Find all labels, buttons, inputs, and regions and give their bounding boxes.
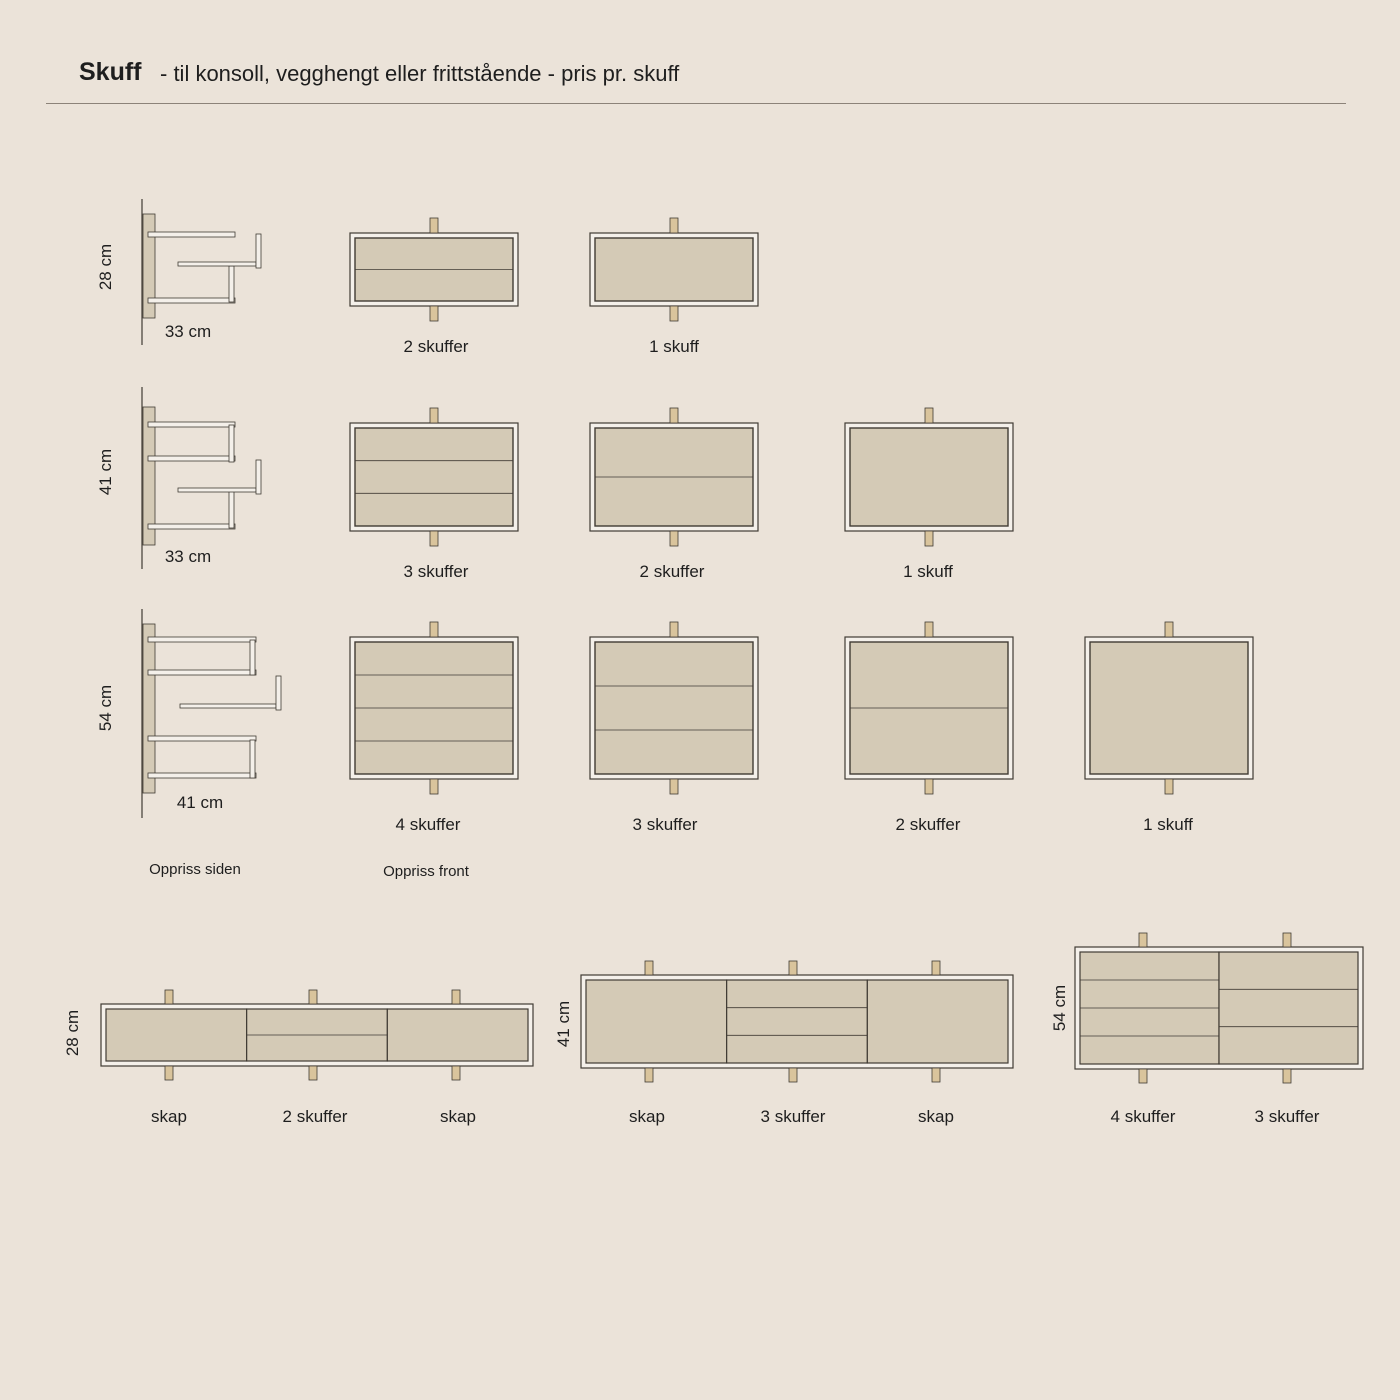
- pulled-drawer: [178, 262, 256, 266]
- combo-height-label: 28 cm: [63, 1009, 82, 1057]
- leg-peg: [789, 1068, 797, 1082]
- leg-peg: [1165, 622, 1173, 637]
- pulled-drawer-front: [256, 460, 261, 494]
- leg-peg: [925, 531, 933, 546]
- combo-module-label: skap: [151, 1107, 187, 1126]
- combo-module: [387, 1009, 528, 1061]
- leg-peg: [430, 408, 438, 423]
- combo-module-label: skap: [440, 1107, 476, 1126]
- drawer-front-bar: [250, 740, 255, 778]
- leg-peg: [925, 779, 933, 794]
- leg-peg: [1165, 779, 1173, 794]
- leg-peg: [670, 779, 678, 794]
- front-elevation-caption: Oppriss front: [383, 863, 469, 880]
- leg-peg: [452, 1066, 460, 1080]
- combo-height-label: 41 cm: [554, 1000, 573, 1048]
- row-height-label: 28 cm: [96, 243, 115, 291]
- pulled-drawer: [180, 704, 276, 708]
- drawer-front-bar: [229, 425, 234, 462]
- combo-height-label: 54 cm: [1050, 984, 1069, 1032]
- leg-peg: [309, 1066, 317, 1080]
- leg-peg: [932, 1068, 940, 1082]
- front-label: 2 skuffer: [895, 815, 961, 834]
- drawer-front-bar: [229, 266, 234, 302]
- front-label: 2 skuffer: [403, 337, 469, 356]
- leg-peg: [670, 306, 678, 321]
- pulled-drawer: [178, 488, 256, 492]
- combo-module-label: 4 skuffer: [1110, 1107, 1176, 1126]
- combo-module: [1219, 952, 1358, 1064]
- leg-peg: [1283, 1069, 1291, 1083]
- front-panel: [1090, 642, 1248, 774]
- leg-peg: [932, 961, 940, 975]
- front-label: 1 skuff: [903, 562, 953, 581]
- front-label: 1 skuff: [649, 337, 699, 356]
- combo-module-label: 3 skuffer: [760, 1107, 826, 1126]
- shelf-board: [148, 524, 235, 529]
- combo-module: [727, 980, 868, 1063]
- leg-peg: [309, 990, 317, 1004]
- leg-peg: [165, 990, 173, 1004]
- leg-peg: [789, 961, 797, 975]
- row-depth-label: 41 cm: [176, 793, 224, 812]
- combo-module: [867, 980, 1008, 1063]
- page-title: Skuff: [79, 58, 142, 86]
- combo-module: [106, 1009, 247, 1061]
- front-panel: [595, 642, 753, 774]
- leg-peg: [430, 218, 438, 233]
- combo-module: [586, 980, 727, 1063]
- leg-peg: [645, 1068, 653, 1082]
- leg-peg: [1139, 1069, 1147, 1083]
- leg-peg: [670, 408, 678, 423]
- combo-module-label: 3 skuffer: [1254, 1107, 1320, 1126]
- leg-peg: [430, 306, 438, 321]
- shelf-board: [148, 422, 235, 427]
- combo-module-label: skap: [629, 1107, 665, 1126]
- front-label: 3 skuffer: [403, 562, 469, 581]
- pulled-drawer-front: [256, 234, 261, 268]
- shelf-board: [148, 736, 256, 741]
- leg-peg: [925, 622, 933, 637]
- side-elevation-caption: Oppriss siden: [149, 861, 241, 878]
- leg-peg: [670, 622, 678, 637]
- shelf-board: [148, 298, 235, 303]
- front-panel: [595, 238, 753, 301]
- leg-peg: [925, 408, 933, 423]
- wall-post: [143, 624, 155, 793]
- pulled-drawer-front: [276, 676, 281, 710]
- leg-peg: [670, 531, 678, 546]
- leg-peg: [670, 218, 678, 233]
- shelf-board: [148, 670, 256, 675]
- leg-peg: [430, 531, 438, 546]
- row-height-label: 41 cm: [96, 448, 115, 496]
- front-panel: [850, 428, 1008, 526]
- front-label: 1 skuff: [1143, 815, 1193, 834]
- leg-peg: [430, 622, 438, 637]
- leg-peg: [1283, 933, 1291, 947]
- combo-module-label: skap: [918, 1107, 954, 1126]
- leg-peg: [1139, 933, 1147, 947]
- shelf-board: [148, 456, 235, 461]
- shelf-board: [148, 773, 256, 778]
- leg-peg: [645, 961, 653, 975]
- front-panel: [355, 428, 513, 526]
- combo-module-label: 2 skuffer: [282, 1107, 348, 1126]
- shelf-board: [148, 637, 256, 642]
- drawer-front-bar: [250, 640, 255, 675]
- front-label: 4 skuffer: [395, 815, 461, 834]
- front-label: 2 skuffer: [639, 562, 705, 581]
- leg-peg: [452, 990, 460, 1004]
- page-subtitle: - til konsoll, vegghengt eller frittstående - pris pr. skuff: [160, 61, 680, 86]
- leg-peg: [165, 1066, 173, 1080]
- drawer-front-bar: [229, 490, 234, 528]
- leg-peg: [430, 779, 438, 794]
- row-depth-label: 33 cm: [164, 547, 212, 566]
- row-height-label: 54 cm: [96, 684, 115, 732]
- front-label: 3 skuffer: [632, 815, 698, 834]
- row-depth-label: 33 cm: [164, 322, 212, 341]
- shelf-board: [148, 232, 235, 237]
